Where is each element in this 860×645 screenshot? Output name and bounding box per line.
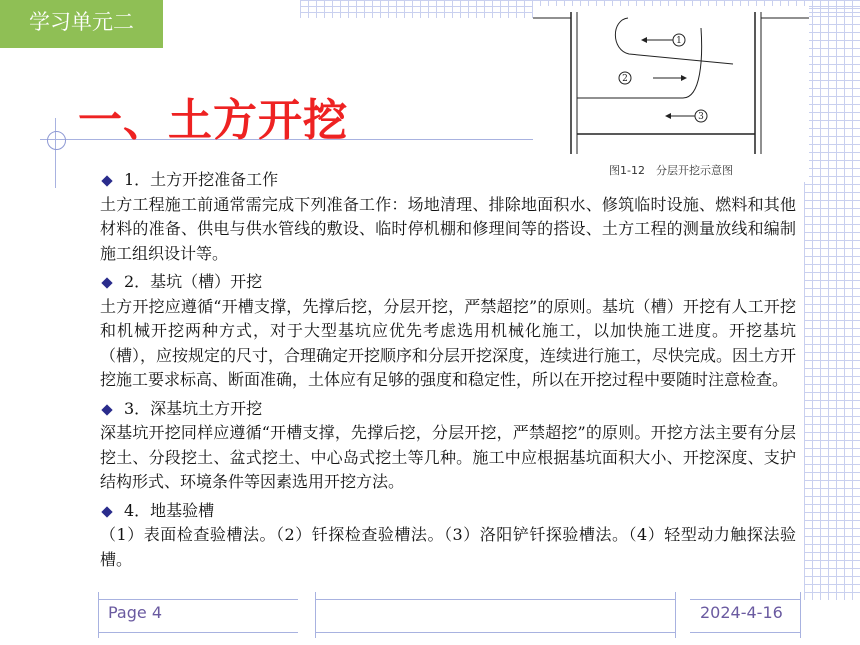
footer-divider [98, 592, 99, 638]
marker-3: 3 [698, 112, 704, 122]
figure-caption: 图1-12 分层开挖示意图 [609, 164, 733, 177]
page-number: Page 4 [108, 603, 162, 622]
decorative-ring [47, 131, 66, 150]
section-body-pit: 土方开挖应遵循“开槽支撑，先撑后挖，分层开挖，严禁超挖”的原则。基坑（槽）开挖有人工开挖和机械开挖两种方式，对于大型基坑应优先考虑选用机械化施工，以加快施工进度。开挖基坑（槽），应按规定的尺寸，合理确定开挖顺序和分层开挖深度，连续进行施工，尽快完成。因土方开挖施工要求标高、断面准确，土体应有足够的强度和稳定性，所以在开挖过程中要随时注意检查。 [100, 296, 797, 389]
footer-date: 2024-4-16 [700, 603, 783, 622]
footer-middle-box [315, 599, 675, 633]
section-heading-text: 4．地基验槽 [124, 500, 215, 520]
unit-tab: 学习单元二 [0, 0, 163, 48]
footer-divider [315, 592, 316, 638]
section-body-prep: 土方工程施工前通常需完成下列准备工作：场地清理、排除地面积水、修筑临时设施、燃料和其他材料的准备、供电与供水管线的敷设、临时停机棚和修理间等的搭设、土方工程的测量放线和编制施工组织设计等。 [100, 194, 796, 263]
section-heading-pit [100, 270, 796, 295]
diamond-bullet-icon [101, 506, 112, 517]
diamond-bullet-icon [101, 175, 112, 186]
footer-divider [675, 592, 676, 638]
excavation-diagram [533, 6, 809, 182]
section-heading-text: 3．深基坑土方开挖 [124, 398, 263, 418]
section-body-inspection: （1）表面检查验槽法。（2）钎探检查验槽法。（3）洛阳铲钎探验槽法。（4）轻型动力触探法验槽。 [100, 525, 796, 569]
diamond-bullet-icon [101, 277, 112, 288]
footer-divider [800, 592, 801, 638]
section-heading-deep-pit [100, 397, 796, 422]
marker-1: 1 [676, 36, 682, 46]
section-heading-text: 1．土方开挖准备工作 [124, 170, 279, 189]
decorative-grid-right [804, 0, 860, 600]
content-body [100, 168, 796, 576]
section-heading-inspection [100, 499, 796, 524]
page-title: 一、土方开挖 [78, 95, 348, 146]
diamond-bullet-icon [101, 404, 112, 415]
section-body-deep-pit: 深基坑开挖同样应遵循“开槽支撑，先撑后挖，分层开挖，严禁超挖”的原则。开挖方法主要有分层挖土、分段挖土、盆式挖土、中心岛式挖土等几种。施工中应根据基坑面积大小、开挖深度、支护结构形式、环境条件等因素选用开挖方法。 [100, 423, 796, 491]
excavation-diagram-svg [533, 6, 809, 182]
title-rule-vertical [55, 118, 56, 188]
section-heading-text: 2．基坑（槽）开挖 [124, 272, 263, 291]
marker-2: 2 [622, 74, 628, 84]
section-heading-prep [100, 168, 796, 193]
